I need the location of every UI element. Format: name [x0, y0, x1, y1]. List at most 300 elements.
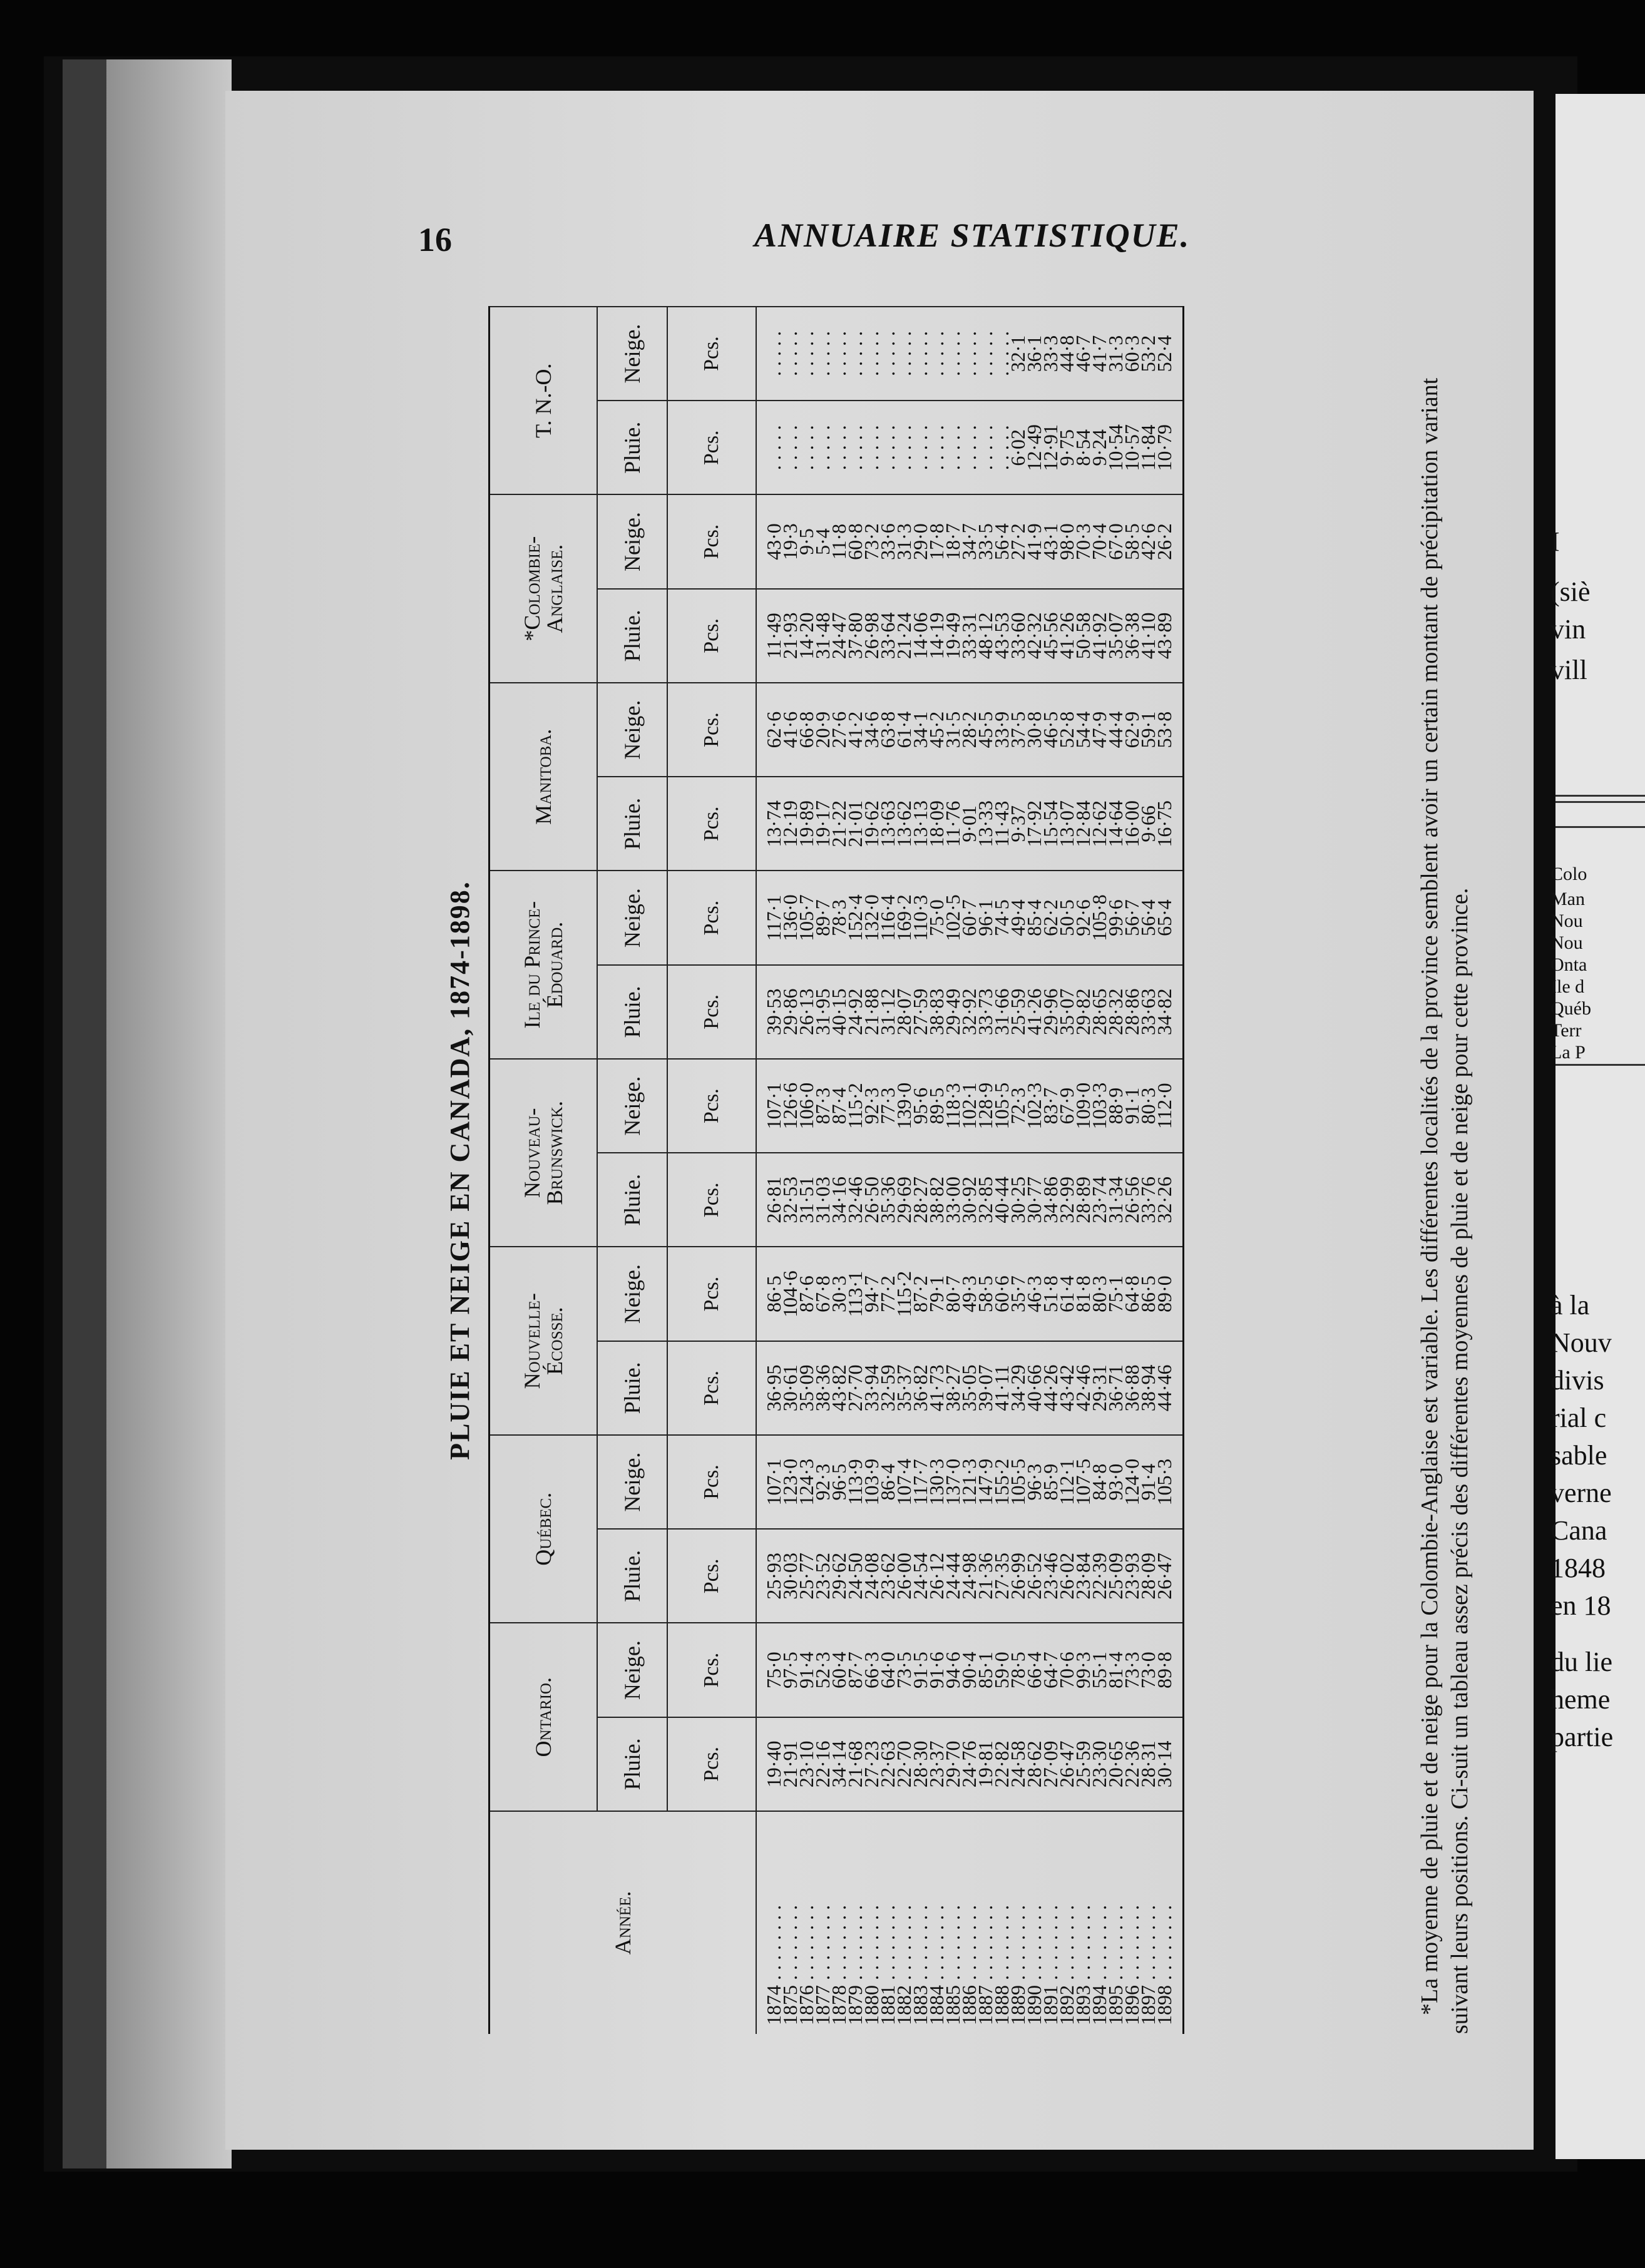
rotated-content [438, 307, 1505, 2034]
value-cell: 83·7 [1042, 1059, 1058, 1153]
value-cell: 32·92 [961, 965, 977, 1059]
value-cell: . . . . . [993, 307, 1010, 401]
value-cell: . . . . . [961, 307, 977, 401]
value-cell: 73·2 [863, 494, 879, 588]
leader-dots: . . . . . . . . [1088, 1905, 1110, 1985]
value-cell: 50·5 [1058, 871, 1075, 964]
value-cell: 103·9 [863, 1435, 879, 1529]
value-cell: 64·7 [1042, 1623, 1058, 1717]
adjacent-page-text: (siè [1550, 576, 1591, 607]
adjacent-page-text: 1848 [1550, 1553, 1606, 1583]
value-cell: 10·79 [1156, 401, 1184, 494]
value-cell: 44·46 [1156, 1341, 1184, 1435]
value-cell: 22·82 [993, 1717, 1010, 1811]
value-cell: 58·5 [977, 1247, 993, 1341]
value-cell: 43·89 [1156, 589, 1184, 683]
value-cell: 20·9 [814, 683, 831, 777]
unit-header: Pcs. [667, 1153, 756, 1247]
unit-header: Pcs. [667, 401, 756, 494]
value-cell: 45·2 [928, 683, 945, 777]
value-cell: 30·3 [831, 1247, 847, 1341]
value-cell: 113·9 [847, 1435, 863, 1529]
value-cell: 106·0 [798, 1059, 814, 1153]
value-cell: 41·92 [1091, 589, 1107, 683]
value-cell: 86·5 [756, 1247, 782, 1341]
year-value: 1893 [1072, 1985, 1094, 2025]
leader-dots: . . . . . . . . [1104, 1905, 1127, 1985]
value-cell: 91·6 [928, 1623, 945, 1717]
value-cell: 53·8 [1156, 683, 1184, 777]
value-cell: 113·1 [847, 1247, 863, 1341]
value-cell: 94·6 [945, 1623, 961, 1717]
value-cell: 36·95 [756, 1341, 782, 1435]
unit-header: Pcs. [667, 1435, 756, 1529]
value-cell: 22·16 [814, 1717, 831, 1811]
value-cell: 32·53 [782, 1153, 798, 1247]
value-cell: 87·3 [814, 1059, 831, 1153]
value-cell: 105·5 [1010, 1435, 1026, 1529]
table-row [1156, 307, 1184, 2034]
value-cell: 64·8 [1124, 1247, 1140, 1341]
value-cell: 66·8 [798, 683, 814, 777]
rain-snow-table [488, 306, 1184, 2034]
rain-header: Pluie. [597, 1341, 667, 1435]
value-cell: 89·5 [928, 1059, 945, 1153]
value-cell: 26·12 [928, 1529, 945, 1623]
value-cell: 45·56 [1042, 589, 1058, 683]
value-cell: 63·8 [879, 683, 896, 777]
value-cell: . . . . . [928, 307, 945, 401]
value-cell: 81·8 [1075, 1247, 1091, 1341]
value-cell: 147·9 [977, 1435, 993, 1529]
value-cell: . . . . . [879, 401, 896, 494]
value-cell: 28·09 [1140, 1529, 1156, 1623]
value-cell: 34·1 [912, 683, 928, 777]
value-cell: 19·17 [814, 777, 831, 871]
value-cell: 28·27 [912, 1153, 928, 1247]
value-cell: 12·62 [1091, 777, 1107, 871]
value-cell: 41·7 [1091, 307, 1107, 401]
value-cell: 102·3 [1026, 1059, 1042, 1153]
value-cell: 23·30 [1091, 1717, 1107, 1811]
value-cell: 14·06 [912, 589, 928, 683]
value-cell: 77·2 [879, 1247, 896, 1341]
leader-dots: . . . . . . . . [958, 1905, 980, 1985]
value-cell: 24·47 [831, 589, 847, 683]
value-cell: 32·85 [977, 1153, 993, 1247]
province-header: Ontario. [489, 1623, 598, 1812]
value-cell: 17·92 [1026, 777, 1042, 871]
value-cell: 56·7 [1124, 871, 1140, 964]
value-cell: 102·1 [961, 1059, 977, 1153]
value-cell: 58·5 [1124, 494, 1140, 588]
value-cell: 62·2 [1042, 871, 1058, 964]
value-cell: 13·63 [879, 777, 896, 871]
value-cell: 26·13 [798, 965, 814, 1059]
adjacent-page-text: Cana [1550, 1515, 1607, 1546]
value-cell: 21·01 [847, 777, 863, 871]
value-cell: 27·59 [912, 965, 928, 1059]
value-cell: 41·26 [1026, 965, 1042, 1059]
value-cell: 25·77 [798, 1529, 814, 1623]
value-cell: 91·4 [798, 1623, 814, 1717]
rain-header: Pluie. [597, 777, 667, 871]
value-cell: 31·5 [945, 683, 961, 777]
year-value: 1882 [893, 1985, 915, 2025]
value-cell: 118·3 [945, 1059, 961, 1153]
value-cell: 28·2 [961, 683, 977, 777]
value-cell: 25·59 [1010, 965, 1026, 1059]
value-cell: 19·40 [756, 1717, 782, 1811]
snow-header: Neige. [597, 1059, 667, 1153]
value-cell: 36·82 [912, 1341, 928, 1435]
province-header: *Colombie- Anglaise. [489, 494, 598, 683]
value-cell: 75·0 [928, 871, 945, 964]
leader-dots: . . . . . . . . [860, 1905, 883, 1985]
value-cell: 43·82 [831, 1341, 847, 1435]
value-cell: 73·0 [1140, 1623, 1156, 1717]
adjacent-page-text: sable [1550, 1440, 1607, 1471]
value-cell: 34·82 [1156, 965, 1184, 1059]
value-cell: . . . . . [782, 307, 798, 401]
adjacent-page-text: La P [1550, 1042, 1586, 1063]
value-cell: 13·13 [912, 777, 928, 871]
value-cell: 85·1 [977, 1623, 993, 1717]
value-cell: 105·8 [1091, 871, 1107, 964]
value-cell: 26·81 [756, 1153, 782, 1247]
adjacent-page-text: du lie [1550, 1647, 1612, 1677]
value-cell: 48·12 [977, 589, 993, 683]
value-cell: 44·26 [1042, 1341, 1058, 1435]
value-cell: 121·3 [961, 1435, 977, 1529]
value-cell: 85·4 [1026, 871, 1042, 964]
year-header: Année. [489, 1811, 757, 2034]
value-cell: 28·89 [1075, 1153, 1091, 1247]
adjacent-page-text: Ile d [1550, 976, 1585, 997]
value-cell: 33·9 [993, 683, 1010, 777]
snow-header: Neige. [597, 871, 667, 964]
adjacent-page-text: vill [1550, 655, 1587, 685]
snow-header: Neige. [597, 307, 667, 401]
value-cell: 29·49 [945, 965, 961, 1059]
province-header: T. N.-O. [489, 307, 598, 495]
value-cell: 27·70 [847, 1341, 863, 1435]
value-cell: 87·6 [798, 1247, 814, 1341]
year-value: 1890 [1023, 1985, 1045, 2025]
value-cell: 112·0 [1156, 1059, 1184, 1153]
value-cell: 35·7 [1010, 1247, 1026, 1341]
value-cell: 23·10 [798, 1717, 814, 1811]
value-cell: 89·0 [1156, 1247, 1184, 1341]
value-cell: 26·02 [1058, 1529, 1075, 1623]
unit-header: Pcs. [667, 1623, 756, 1717]
value-cell: . . . . . [945, 307, 961, 401]
leader-dots: . . . . . . . . [990, 1905, 1013, 1985]
leader-dots: . . . . . . . . [1153, 1905, 1176, 1985]
value-cell: 87·7 [847, 1623, 863, 1717]
adjacent-page-text: heme [1550, 1684, 1611, 1715]
value-cell: 44·4 [1107, 683, 1124, 777]
value-cell: 24·58 [1010, 1717, 1026, 1811]
value-cell: . . . . . [993, 401, 1010, 494]
value-cell: 87·4 [831, 1059, 847, 1153]
value-cell: 41·11 [993, 1341, 1010, 1435]
rain-header: Pluie. [597, 401, 667, 494]
leader-dots: . . . . . . . . [974, 1905, 997, 1985]
value-cell: 17·8 [928, 494, 945, 588]
unit-header: Pcs. [667, 307, 756, 401]
value-cell: 46·5 [1042, 683, 1058, 777]
value-cell: 89·8 [1156, 1623, 1184, 1717]
value-cell: . . . . . [814, 307, 831, 401]
value-cell: 11·43 [993, 777, 1010, 871]
value-cell: 136·0 [782, 871, 798, 964]
value-cell: 24·50 [847, 1529, 863, 1623]
value-cell: . . . . . [912, 401, 928, 494]
value-cell: 73·5 [896, 1623, 912, 1717]
value-cell: 56·4 [1140, 871, 1156, 964]
value-cell: 35·07 [1058, 965, 1075, 1059]
value-cell: 60·6 [993, 1247, 1010, 1341]
value-cell: 12·91 [1042, 401, 1058, 494]
unit-header: Pcs. [667, 1059, 756, 1153]
value-cell: 99·6 [1107, 871, 1124, 964]
value-cell: 31·3 [1107, 307, 1124, 401]
value-cell: 12·49 [1026, 401, 1042, 494]
value-cell: 107·1 [756, 1059, 782, 1153]
value-cell: 29·82 [1075, 965, 1091, 1059]
value-cell: 41·10 [1140, 589, 1156, 683]
value-cell: 80·7 [945, 1247, 961, 1341]
value-cell: 123·0 [782, 1435, 798, 1529]
value-cell: 23·93 [1124, 1529, 1140, 1623]
year-value: 1887 [974, 1985, 997, 2025]
value-cell: 33·00 [945, 1153, 961, 1247]
value-cell: 107·1 [756, 1435, 782, 1529]
value-cell: 35·36 [879, 1153, 896, 1247]
value-cell: 12·84 [1075, 777, 1091, 871]
value-cell: 23·52 [814, 1529, 831, 1623]
value-cell: 95·6 [912, 1059, 928, 1153]
value-cell: 91·4 [1140, 1435, 1156, 1529]
value-cell: 31·12 [879, 965, 896, 1059]
value-cell: 36·38 [1124, 589, 1140, 683]
value-cell: 41·26 [1058, 589, 1075, 683]
value-cell: 19·81 [977, 1717, 993, 1811]
value-cell: 89·7 [814, 871, 831, 964]
value-cell: 32·46 [847, 1153, 863, 1247]
value-cell: 13·74 [756, 777, 782, 871]
snow-header: Neige. [597, 494, 667, 588]
value-cell: . . . . . [814, 401, 831, 494]
value-cell: 29·69 [896, 1153, 912, 1247]
value-cell: 23·74 [1091, 1153, 1107, 1247]
value-cell: 93·0 [1107, 1435, 1124, 1529]
value-cell: 115·2 [896, 1247, 912, 1341]
year-value: 1895 [1104, 1985, 1127, 2025]
value-cell: 27·35 [993, 1529, 1010, 1623]
value-cell: 26·00 [896, 1529, 912, 1623]
value-cell: 96·5 [831, 1435, 847, 1529]
unit-header: Pcs. [667, 1529, 756, 1623]
value-cell: 92·3 [863, 1059, 879, 1153]
value-cell: 61·4 [896, 683, 912, 777]
value-cell: 98·0 [1058, 494, 1075, 588]
value-cell: 115·2 [847, 1059, 863, 1153]
value-cell: 16·00 [1124, 777, 1140, 871]
province-header: Ile du Prince- Édouard. [489, 871, 598, 1059]
year-value: 1892 [1055, 1985, 1078, 2025]
value-cell: 11·84 [1140, 401, 1156, 494]
value-cell: 34·6 [863, 683, 879, 777]
value-cell: 33·31 [961, 589, 977, 683]
value-cell: 86·4 [879, 1435, 896, 1529]
adjacent-page-text: rial c [1550, 1402, 1607, 1433]
rain-header: Pluie. [597, 1717, 667, 1811]
value-cell: 36·71 [1107, 1341, 1124, 1435]
value-cell: 46·3 [1026, 1247, 1042, 1341]
value-cell: 31·95 [814, 965, 831, 1059]
leader-dots: . . . . . . . . [1137, 1905, 1159, 1985]
value-cell: 38·83 [928, 965, 945, 1059]
value-cell: 78·5 [1010, 1623, 1026, 1717]
year-value: 1883 [909, 1985, 931, 2025]
value-cell: 33·5 [977, 494, 993, 588]
value-cell: 39·07 [977, 1341, 993, 1435]
value-cell: 24·92 [847, 965, 863, 1059]
value-cell: 13·62 [896, 777, 912, 871]
value-cell: 97·5 [782, 1623, 798, 1717]
value-cell: 31·03 [814, 1153, 831, 1247]
value-cell: 22·39 [1091, 1529, 1107, 1623]
value-cell: 23·84 [1075, 1529, 1091, 1623]
value-cell: . . . . . [831, 307, 847, 401]
year-value: 1875 [779, 1985, 801, 2025]
value-cell: 20·65 [1107, 1717, 1124, 1811]
value-cell: 10·54 [1107, 401, 1124, 494]
year-cell [1153, 1811, 1184, 2034]
leader-dots: . . . . . . . . [1055, 1905, 1078, 1985]
value-cell: 92·6 [1075, 871, 1091, 964]
value-cell: 59·1 [1140, 683, 1156, 777]
adjacent-page-text: verne [1550, 1478, 1612, 1508]
value-cell: 39·53 [756, 965, 782, 1059]
year-value: 1878 [828, 1985, 850, 2025]
value-cell: 32·26 [1156, 1153, 1184, 1247]
adjacent-page-text: Man [1550, 889, 1585, 909]
value-cell: 85·9 [1042, 1435, 1058, 1529]
adjacent-page-text: Nou [1550, 911, 1583, 931]
value-cell: 44·8 [1058, 307, 1075, 401]
value-cell: 26·47 [1058, 1717, 1075, 1811]
value-cell: 34·16 [831, 1153, 847, 1247]
value-cell: 41·9 [1026, 494, 1042, 588]
year-value: 1880 [860, 1985, 883, 2025]
value-cell: 26·99 [1010, 1529, 1026, 1623]
value-cell: 43·42 [1058, 1341, 1075, 1435]
value-cell: 36·1 [1026, 307, 1042, 401]
value-cell: 24·98 [961, 1529, 977, 1623]
value-cell: . . . . . [977, 307, 993, 401]
value-cell: 33·60 [1010, 589, 1026, 683]
value-cell: 30·25 [1010, 1153, 1026, 1247]
leader-dots: . . . . . . . . [828, 1905, 850, 1985]
snow-header: Neige. [597, 683, 667, 777]
value-cell: 130·3 [928, 1435, 945, 1529]
value-cell: . . . . . [863, 401, 879, 494]
value-cell: 73·3 [1124, 1623, 1140, 1717]
value-cell: 80·3 [1140, 1059, 1156, 1153]
value-cell: 29·31 [1091, 1341, 1107, 1435]
value-cell: 64·0 [879, 1623, 896, 1717]
value-cell: 28·30 [912, 1717, 928, 1811]
value-cell: 60·4 [831, 1623, 847, 1717]
adjacent-page-text: à la [1550, 1290, 1590, 1320]
value-cell: 70·6 [1058, 1623, 1075, 1717]
value-cell: 126·6 [782, 1059, 798, 1153]
leader-dots: . . . . . . . . [1023, 1905, 1045, 1985]
value-cell: 132·0 [863, 871, 879, 964]
value-cell: 43·0 [756, 494, 782, 588]
value-cell: 75·0 [756, 1623, 782, 1717]
value-cell: 37·5 [1010, 683, 1026, 777]
page-number: 16 [418, 221, 452, 258]
value-cell: 21·24 [896, 589, 912, 683]
value-cell: 43·53 [993, 589, 1010, 683]
value-cell: 52·4 [1156, 307, 1184, 401]
value-cell: 33·73 [977, 965, 993, 1059]
value-cell: 6·02 [1010, 401, 1026, 494]
value-cell: 31·48 [814, 589, 831, 683]
adjacent-page-rule [1555, 795, 1645, 797]
adjacent-page-text: Québ [1550, 998, 1591, 1019]
value-cell: 28·32 [1107, 965, 1124, 1059]
value-cell: 22·70 [896, 1717, 912, 1811]
unit-header: Pcs. [667, 1247, 756, 1341]
value-cell: 28·62 [1026, 1717, 1042, 1811]
value-cell: 30·92 [961, 1153, 977, 1247]
unit-header: Pcs. [667, 1341, 756, 1435]
value-cell: 28·31 [1140, 1717, 1156, 1811]
value-cell: 79·1 [928, 1247, 945, 1341]
footnote: *La moyenne de pluie et de neige pour la Colombie-Anglaise est variable. Les différentes localités de la province semblent avoir un certain montant de précipitation variant suivant leurs positions. Ci-suit un tableau assez précis des différentes moyennes de pluie et de neige pour cette province. [1417, 377, 1473, 2034]
value-cell: 107·4 [896, 1435, 912, 1529]
value-cell: 67·9 [1058, 1059, 1075, 1153]
value-cell: 62·9 [1124, 683, 1140, 777]
value-cell: 67·0 [1107, 494, 1124, 588]
value-cell: 109·0 [1075, 1059, 1091, 1153]
value-cell: 29·70 [945, 1717, 961, 1811]
value-cell: 29·62 [831, 1529, 847, 1623]
unit-header-row [667, 307, 756, 2034]
adjacent-page-text: Onta [1550, 954, 1587, 975]
year-value: 1885 [941, 1985, 964, 2025]
value-cell: . . . . . [863, 307, 879, 401]
value-cell: 24·54 [912, 1529, 928, 1623]
value-cell: 25·93 [756, 1529, 782, 1623]
value-cell: 42·6 [1140, 494, 1156, 588]
value-cell: 14·64 [1107, 777, 1124, 871]
value-cell: 41·2 [847, 683, 863, 777]
value-cell: 32·1 [1010, 307, 1026, 401]
value-cell: 110·3 [912, 871, 928, 964]
value-cell: . . . . . [756, 307, 782, 401]
snow-header: Neige. [597, 1435, 667, 1529]
value-cell: 31·34 [1107, 1153, 1124, 1247]
value-cell: 78·3 [831, 871, 847, 964]
value-cell: 11·8 [831, 494, 847, 588]
value-cell: 42·32 [1026, 589, 1042, 683]
